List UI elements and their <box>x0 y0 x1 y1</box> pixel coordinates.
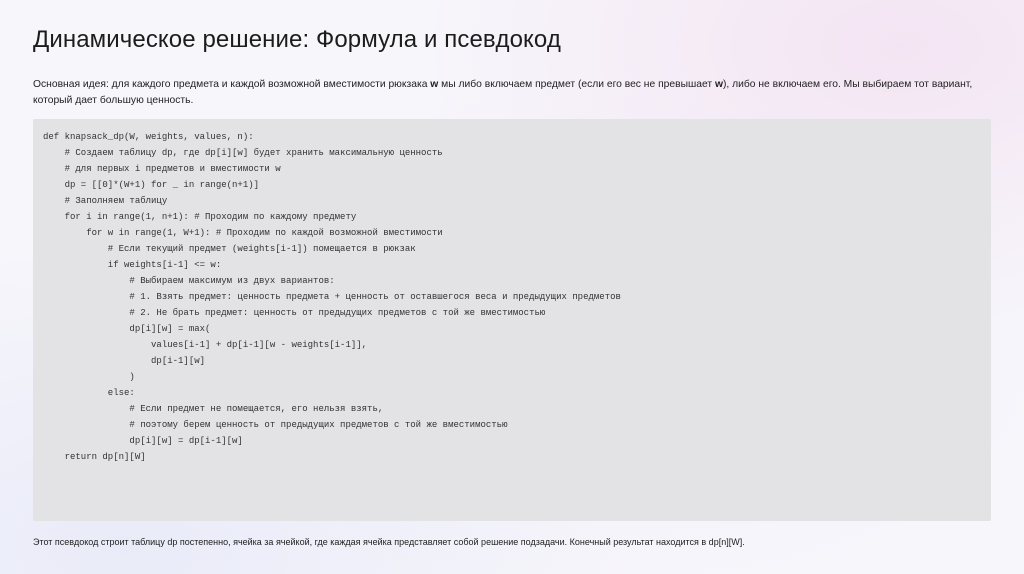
code-line: else: <box>43 388 135 398</box>
code-line: values[i-1] + dp[i-1][w - weights[i-1]], <box>43 340 368 350</box>
intro-text-2: мы либо включаем предмет (если его вес не превышает <box>438 79 715 90</box>
code-line: # 1. Взять предмет: ценность предмета + ценность от оставшегося веса и предыдущих предметов <box>43 292 621 302</box>
code-line: ) <box>43 372 135 382</box>
code-line: # 2. Не брать предмет: ценность от предыдущих предметов с той же вместимостью <box>43 308 546 318</box>
code-line: # Заполняем таблицу <box>43 196 168 206</box>
intro-bold-w-2: w <box>714 79 723 90</box>
code-line: # Выбираем максимум из двух вариантов: <box>43 276 335 286</box>
code-line: # поэтому берем ценность от предыдущих предметов с той же вместимостью <box>43 420 508 430</box>
code-block <box>33 119 991 521</box>
code-line: dp[i-1][w] <box>43 356 206 366</box>
code-line: # Создаем таблицу dp, где dp[i][w] будет хранить максимальную ценность <box>43 148 443 158</box>
code-line: return dp[n][W] <box>43 452 146 462</box>
code-line: for w in range(1, W+1): # Проходим по каждой возможной вместимости <box>43 228 443 238</box>
intro-bold-w-1: w <box>430 79 439 90</box>
intro-text-3: ), либо не включаем его. Мы выбираем тот вариант, который дает большую ценность. <box>33 79 973 106</box>
intro-text-1: Основная идея: для каждого предмета и каждой возможной вместимости рюкзака <box>33 79 431 90</box>
code-line: dp[i][w] = max( <box>43 324 211 334</box>
code-line: dp[i][w] = dp[i-1][w] <box>43 436 243 446</box>
code-line: dp = [[0]*(W+1) for _ in range(n+1)] <box>43 180 260 190</box>
page-title: Динамическое решение: Формула и псевдокод <box>33 26 561 53</box>
code-line: # Если предмет не помещается, его нельзя взять, <box>43 404 384 414</box>
code-line: # для первых i предметов и вместимости w <box>43 164 281 174</box>
code-line: # Если текущий предмет (weights[i-1]) помещается в рюкзак <box>43 244 416 254</box>
summary-paragraph: Этот псевдокод строит таблицу dp постепенно, ячейка за ячейкой, где каждая ячейка представляет собой решение подзадачи. Конечный результат находится в dp[n][W]. <box>33 537 745 547</box>
code-line: if weights[i-1] <= w: <box>43 260 222 270</box>
code-line: def knapsack_dp(W, weights, values, n): <box>43 132 254 142</box>
intro-paragraph <box>33 77 983 109</box>
code-line: for i in range(1, n+1): # Проходим по каждому предмету <box>43 212 357 222</box>
